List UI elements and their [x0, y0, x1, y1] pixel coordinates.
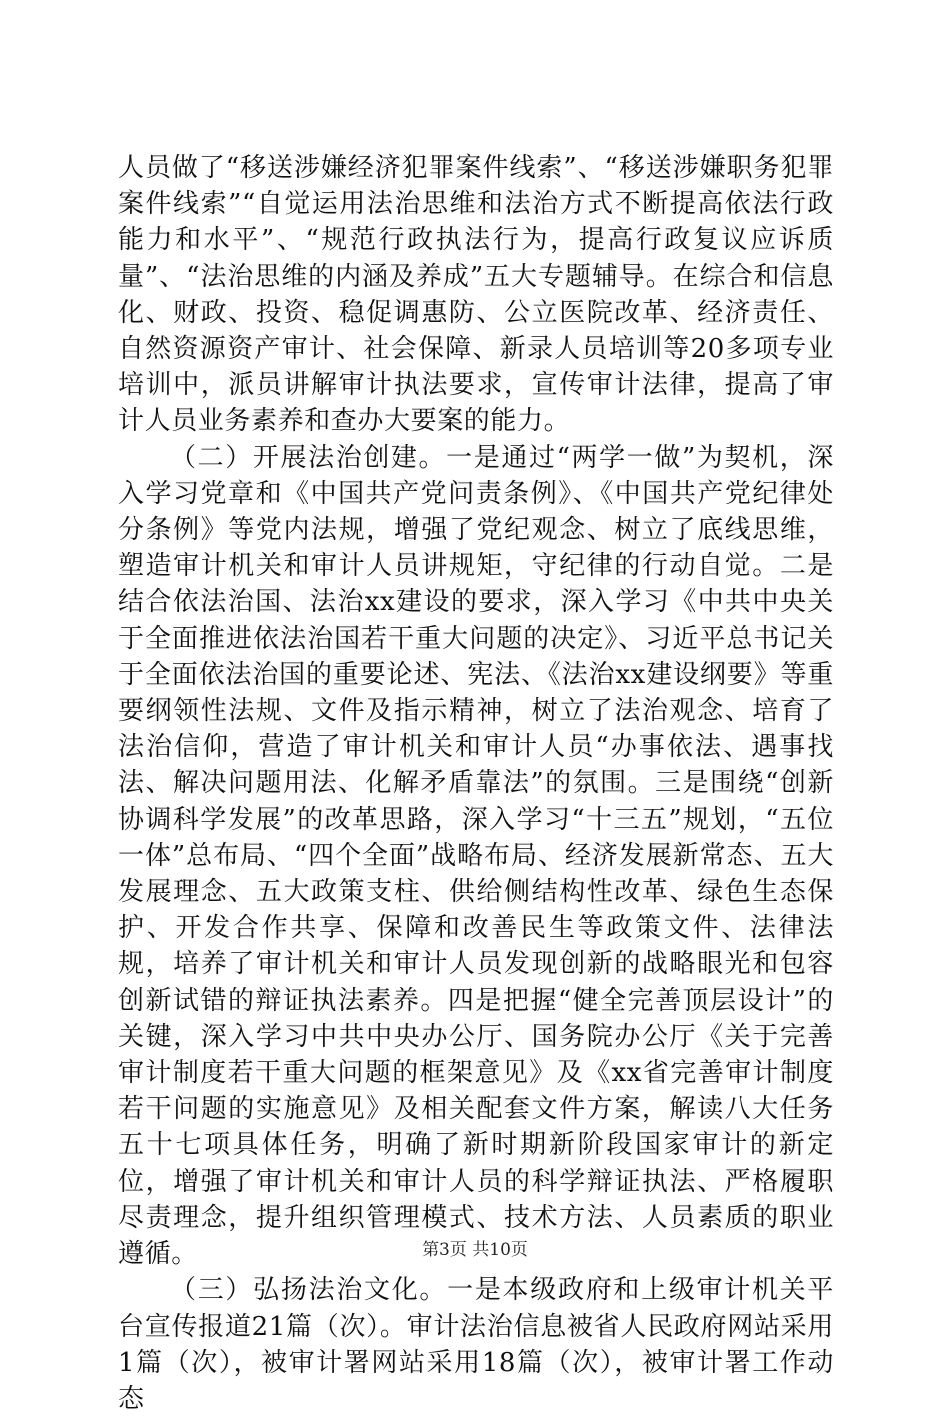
page-footer: [0, 1238, 950, 1262]
page-number-label: 第3页 共10页: [422, 1240, 528, 1260]
paragraph-3: （三）弘扬法治文化。一是本级政府和上级审计机关平台宣传报道21篇（次）。审计法治信息被省人民政府网站采用1篇（次），被审计署网站采用18篇（次），被审计署工作动态: [118, 1275, 834, 1414]
body-text: [118, 150, 834, 1417]
paragraph-1: 人员做了“移送涉嫌经济犯罪案件线索”、“移送涉嫌职务犯罪案件线索”“自觉运用法治思维和法治方式不断提高依法行政能力和水平”、“规范行政执法行为，提高行政复议应诉质量”、“法治思维的内涵及养成”五大专题辅导。在综合和信息化、财政、投资、稳促调惠防、公立医院改革、经济责任、自然资源资产审计、社会保障、新录人员培训等20多项专业培训中，派员讲解审计执法要求，宣传审计法律，提高了审计人员业务素养和查办大要案的能力。: [118, 153, 834, 437]
paragraph-2: （二）开展法治创建。一是通过“两学一做”为契机，深入学习党章和《中国共产党问责条例》、《中国共产党纪律处分条例》等党内法规，增强了党纪观念、树立了底线思维，塑造审计机关和审计人员讲规矩，守纪律的行动自觉。二是结合依法治国、法治xx建设的要求，深入学习《中共中央关于全面推进依法治国若干重大问题的决定》、习近平总书记关于全面依法治国的重要论述、宪法、《法治xx建设纲要》等重要纲领性法规、文件及指示精神，树立了法治观念、培育了法治信仰，营造了审计机关和审计人员“办事依法、遇事找法、解决问题用法、化解矛盾靠法”的氛围。三是围绕“创新协调科学发展”的改革思路，深入学习“十三五”规划，“五位一体”总布局、“四个全面”战略布局、经济发展新常态、五大发展理念、五大政策支柱、供给侧结构性改革、绿色生态保护、开发合作共享、保障和改善民生等政策文件、法律法规，培养了审计机关和审计人员发现创新的战略眼光和包容创新试错的辩证执法素养。四是把握“健全完善顶层设计”的关键，深入学习中共中央办公厅、国务院办公厅《关于完善审计制度若干重大问题的框架意见》及《xx省完善审计制度若干问题的实施意见》及相关配套文件方案，解读八大任务五十七项具体任务，明确了新时期新阶段国家审计的新定位，增强了审计机关和审计人员的科学辩证执法、严格履职尽责理念，提升组织管理模式、技术方法、人员素质的职业遵循。: [118, 442, 834, 1270]
